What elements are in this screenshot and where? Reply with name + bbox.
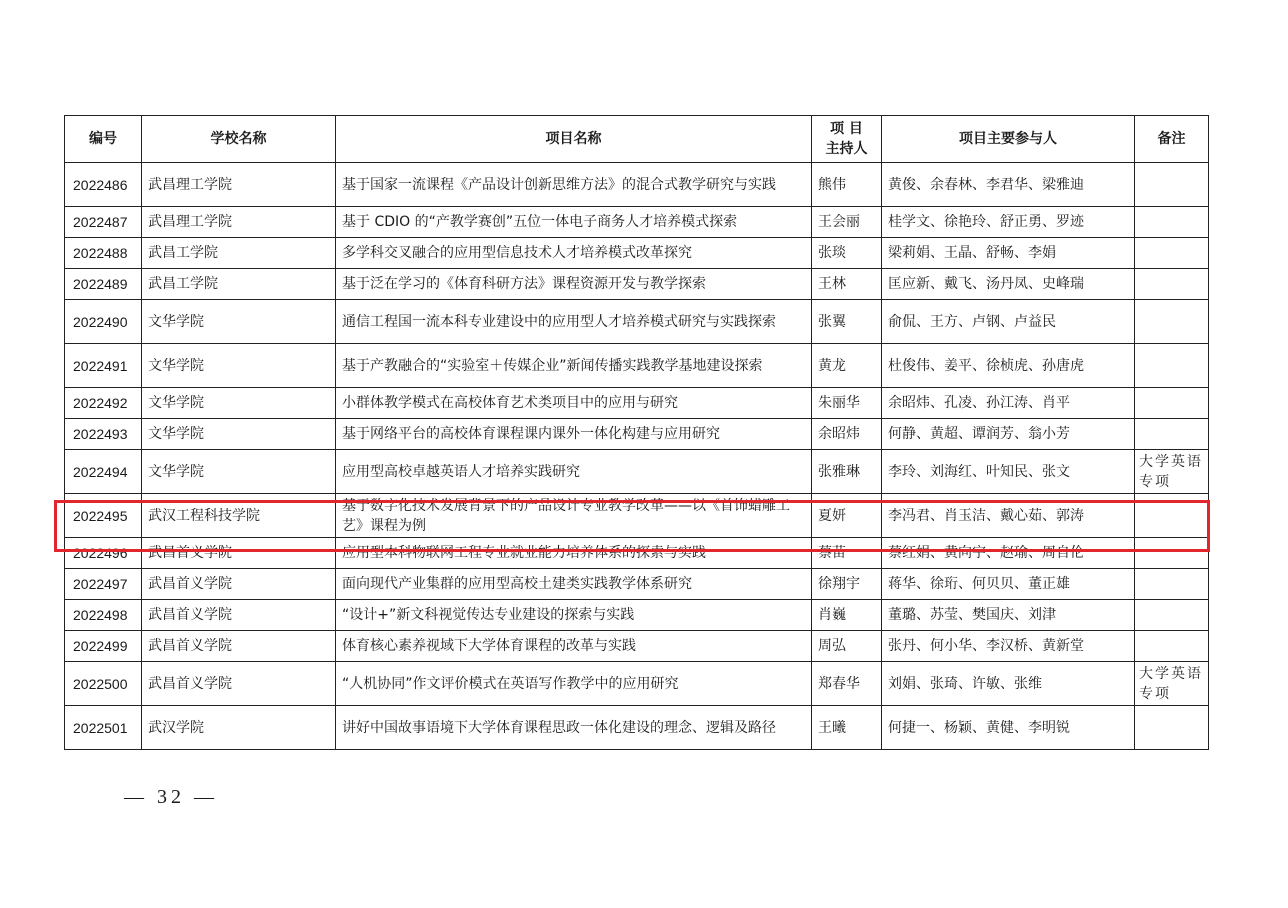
cell-host: 王会丽 [812, 207, 882, 238]
cell-project: 基于国家一流课程《产品设计创新思维方法》的混合式教学研究与实践 [336, 163, 812, 207]
cell-code: 2022490 [65, 300, 142, 344]
cell-code: 2022495 [65, 494, 142, 538]
cell-project: 多学科交叉融合的应用型信息技术人才培养模式改革探究 [336, 238, 812, 269]
table-row [65, 419, 1209, 450]
cell-members: 何静、黄超、谭润芳、翁小芳 [882, 419, 1135, 450]
cell-note [1135, 706, 1209, 750]
cell-project: 基于网络平台的高校体育课程课内课外一体化构建与应用研究 [336, 419, 812, 450]
cell-school: 武昌理工学院 [142, 163, 336, 207]
cell-members: 李玲、刘海红、叶知民、张文 [882, 450, 1135, 494]
cell-host: 张琰 [812, 238, 882, 269]
cell-project: 基于数字化技术发展背景下的产品设计专业教学改革——以《首饰蜡雕工艺》课程为例 [336, 494, 812, 538]
cell-note [1135, 344, 1209, 388]
header-school: 学校名称 [142, 116, 336, 163]
cell-host: 王曦 [812, 706, 882, 750]
cell-code: 2022488 [65, 238, 142, 269]
cell-members: 匡应新、戴飞、汤丹凤、史峰瑞 [882, 269, 1135, 300]
table-row [65, 269, 1209, 300]
header-note: 备注 [1135, 116, 1209, 163]
header-project: 项目名称 [336, 116, 812, 163]
cell-note [1135, 388, 1209, 419]
cell-project: 通信工程国一流本科专业建设中的应用型人才培养模式研究与实践探索 [336, 300, 812, 344]
cell-members: 李冯君、肖玉洁、戴心茹、郭涛 [882, 494, 1135, 538]
cell-school: 武昌首义学院 [142, 600, 336, 631]
cell-members: 何捷一、杨颖、黄健、李明锐 [882, 706, 1135, 750]
cell-host: 朱丽华 [812, 388, 882, 419]
cell-school: 文华学院 [142, 344, 336, 388]
cell-members: 俞侃、王方、卢钢、卢益民 [882, 300, 1135, 344]
cell-host: 王林 [812, 269, 882, 300]
cell-note: 大学英语专项 [1135, 450, 1209, 494]
cell-host: 肖巍 [812, 600, 882, 631]
table-row [65, 662, 1209, 706]
header-host: 项 目 主持人 [812, 116, 882, 163]
cell-school: 武昌首义学院 [142, 631, 336, 662]
cell-note [1135, 163, 1209, 207]
cell-school: 武昌首义学院 [142, 662, 336, 706]
cell-members: 黄俊、余春林、李君华、梁雅迪 [882, 163, 1135, 207]
cell-host: 张翼 [812, 300, 882, 344]
cell-members: 刘娟、张琦、许敏、张维 [882, 662, 1135, 706]
table-row [65, 207, 1209, 238]
table-row [65, 344, 1209, 388]
cell-host: 蔡苗 [812, 538, 882, 569]
page-number: — 32 — [124, 786, 218, 808]
cell-host: 黄龙 [812, 344, 882, 388]
cell-school: 武昌首义学院 [142, 538, 336, 569]
cell-note [1135, 300, 1209, 344]
cell-code: 2022492 [65, 388, 142, 419]
table-row [65, 163, 1209, 207]
table-row [65, 631, 1209, 662]
cell-host: 徐翔宇 [812, 569, 882, 600]
cell-project: 体育核心素养视域下大学体育课程的改革与实践 [336, 631, 812, 662]
cell-members: 桂学文、徐艳玲、舒正勇、罗迹 [882, 207, 1135, 238]
cell-note [1135, 600, 1209, 631]
cell-project: “人机协同”作文评价模式在英语写作教学中的应用研究 [336, 662, 812, 706]
cell-code: 2022498 [65, 600, 142, 631]
cell-members: 张丹、何小华、李汉桥、黄新堂 [882, 631, 1135, 662]
cell-code: 2022496 [65, 538, 142, 569]
cell-project: 小群体教学模式在高校体育艺术类项目中的应用与研究 [336, 388, 812, 419]
cell-project: 应用型高校卓越英语人才培养实践研究 [336, 450, 812, 494]
cell-host: 郑春华 [812, 662, 882, 706]
table-row [65, 569, 1209, 600]
cell-code: 2022501 [65, 706, 142, 750]
cell-members: 董璐、苏莹、樊国庆、刘津 [882, 600, 1135, 631]
table-row [65, 300, 1209, 344]
cell-note [1135, 238, 1209, 269]
cell-note [1135, 631, 1209, 662]
cell-members: 蒋华、徐珩、何贝贝、董正雄 [882, 569, 1135, 600]
cell-code: 2022499 [65, 631, 142, 662]
cell-members: 杜俊伟、姜平、徐桢虎、孙唐虎 [882, 344, 1135, 388]
table-row [65, 494, 1209, 538]
cell-school: 文华学院 [142, 419, 336, 450]
cell-members: 余昭炜、孔凌、孙江涛、肖平 [882, 388, 1135, 419]
cell-school: 武汉学院 [142, 706, 336, 750]
project-table [64, 115, 1209, 750]
cell-project: 面向现代产业集群的应用型高校土建类实践教学体系研究 [336, 569, 812, 600]
table-header-row [65, 116, 1209, 163]
cell-host: 熊伟 [812, 163, 882, 207]
cell-project: 基于泛在学习的《体育科研方法》课程资源开发与教学探索 [336, 269, 812, 300]
cell-code: 2022491 [65, 344, 142, 388]
cell-school: 武昌工学院 [142, 269, 336, 300]
cell-members: 蔡红娟、黄向宇、赵瑜、周自伦 [882, 538, 1135, 569]
table-row [65, 450, 1209, 494]
cell-host: 张雅琳 [812, 450, 882, 494]
header-code: 编号 [65, 116, 142, 163]
cell-members: 梁莉娟、王晶、舒畅、李娟 [882, 238, 1135, 269]
cell-project: 应用型本科物联网工程专业就业能力培养体系的探索与实践 [336, 538, 812, 569]
cell-code: 2022494 [65, 450, 142, 494]
cell-project: 讲好中国故事语境下大学体育课程思政一体化建设的理念、逻辑及路径 [336, 706, 812, 750]
cell-code: 2022497 [65, 569, 142, 600]
cell-project: “设计+”新文科视觉传达专业建设的探索与实践 [336, 600, 812, 631]
cell-code: 2022493 [65, 419, 142, 450]
cell-note [1135, 419, 1209, 450]
cell-project: 基于产教融合的“实验室＋传媒企业”新闻传播实践教学基地建设探索 [336, 344, 812, 388]
cell-host: 余昭炜 [812, 419, 882, 450]
cell-school: 武汉工程科技学院 [142, 494, 336, 538]
cell-project: 基于 CDIO 的“产教学赛创”五位一体电子商务人才培养模式探索 [336, 207, 812, 238]
cell-school: 文华学院 [142, 450, 336, 494]
cell-school: 文华学院 [142, 300, 336, 344]
table-row [65, 706, 1209, 750]
cell-school: 武昌工学院 [142, 238, 336, 269]
cell-note [1135, 494, 1209, 538]
cell-host: 周弘 [812, 631, 882, 662]
cell-school: 武昌理工学院 [142, 207, 336, 238]
table-row [65, 538, 1209, 569]
cell-note [1135, 569, 1209, 600]
cell-host: 夏妍 [812, 494, 882, 538]
header-members: 项目主要参与人 [882, 116, 1135, 163]
cell-school: 武昌首义学院 [142, 569, 336, 600]
table-row [65, 600, 1209, 631]
table-body [65, 163, 1209, 750]
cell-code: 2022489 [65, 269, 142, 300]
cell-code: 2022486 [65, 163, 142, 207]
cell-code: 2022487 [65, 207, 142, 238]
cell-note [1135, 207, 1209, 238]
cell-code: 2022500 [65, 662, 142, 706]
cell-note: 大学英语专项 [1135, 662, 1209, 706]
cell-school: 文华学院 [142, 388, 336, 419]
cell-note [1135, 538, 1209, 569]
table-row [65, 238, 1209, 269]
cell-note [1135, 269, 1209, 300]
table-row [65, 388, 1209, 419]
